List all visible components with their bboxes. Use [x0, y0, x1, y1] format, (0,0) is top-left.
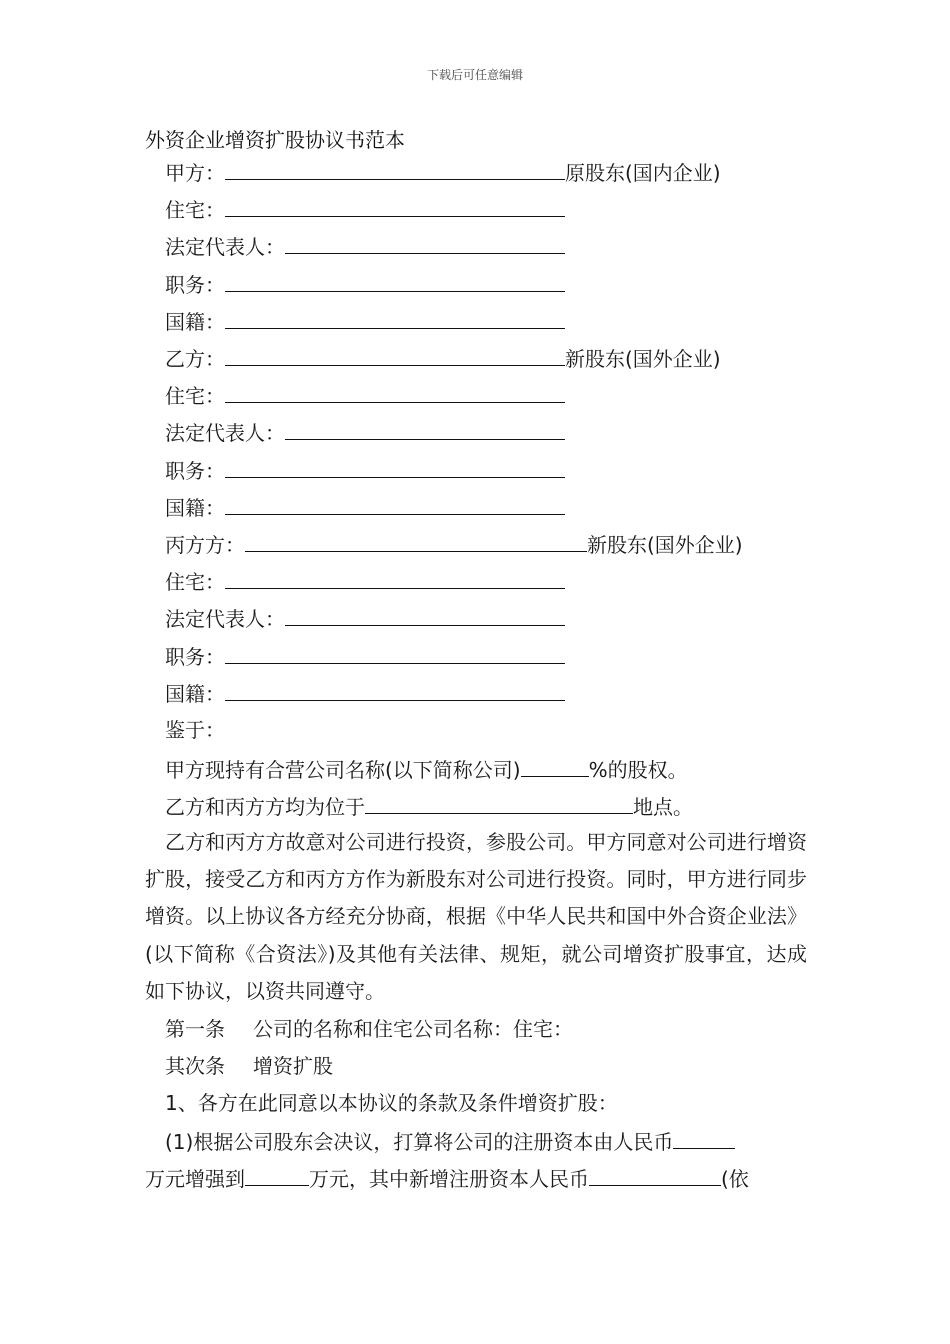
article-2 — [165, 1052, 333, 1080]
item-1: 1、各方在此同意以本协议的条款及条件增资扩股： — [165, 1091, 618, 1115]
new-capital-blank[interactable] — [589, 1163, 721, 1186]
item-1-1-line-2 — [145, 1163, 749, 1193]
item-1-1-text-c: 万元，其中新增注册资本人民币 — [309, 1167, 589, 1191]
preamble-paragraph: 乙方和丙方方故意对公司进行投资，参股公司。甲方同意对公司进行增资扩股，接受乙方和丙方方作为新股东对公司进行投资。同时，甲方进行同步增资。以上协议各方经充分协商，根据《中华人民共和国中外合资企业法》(以下简称《合资法》)及其他有关法律、规矩，就公司增资扩股事宜，达成如下协议，以资共同遵守。 — [145, 830, 807, 1003]
party-field-row — [165, 678, 565, 708]
party-field-label: 国籍： — [165, 495, 225, 520]
item-1-1-text-d: (依 — [721, 1167, 749, 1191]
capital-to-blank[interactable] — [245, 1163, 309, 1186]
stake-line — [165, 754, 688, 784]
party-field-blank[interactable] — [225, 306, 565, 329]
party-field-row — [165, 529, 743, 559]
party-field-row — [165, 157, 721, 187]
party-field-row — [165, 269, 565, 299]
party-field-label: 国籍： — [165, 681, 225, 706]
location-text-before: 乙方和丙方方均为位于 — [165, 795, 365, 819]
article-1 — [165, 1015, 573, 1043]
jianyu-label: 鉴于： — [165, 718, 225, 742]
party-field-blank[interactable] — [245, 529, 587, 552]
article-1-number: 第一条 — [165, 1017, 225, 1041]
party-role-note: 新股东(国外企业) — [587, 533, 743, 557]
article-2-text: 增资扩股 — [253, 1054, 333, 1078]
page-header: 下载后可任意编辑 — [426, 68, 523, 82]
party-field-label: 法定代表人： — [165, 235, 285, 260]
party-field-row — [165, 603, 565, 633]
party-field-label: 住宅： — [165, 198, 225, 223]
location-text-after: 地点。 — [633, 795, 693, 819]
party-field-row — [165, 380, 565, 410]
party-field-blank[interactable] — [225, 492, 565, 515]
party-field-row — [165, 306, 565, 336]
stake-text-before: 甲方现持有合营公司名称(以下简称公司) — [165, 758, 521, 782]
party-field-blank[interactable] — [285, 417, 565, 440]
party-field-label: 乙方： — [165, 347, 225, 371]
article-1-text: 公司的名称和住宅公司名称：住宅： — [253, 1017, 573, 1041]
party-field-blank[interactable] — [225, 455, 565, 478]
party-field-label: 甲方： — [165, 161, 225, 185]
stake-blank[interactable] — [521, 754, 589, 777]
document-title: 外资企业增资扩股协议书范本 — [145, 128, 405, 152]
party-field-blank[interactable] — [225, 343, 565, 366]
item-1-1-text-a: (1)根据公司股东会决议，打算将公司的注册资本由人民币 — [165, 1130, 674, 1154]
party-field-blank[interactable] — [285, 231, 565, 254]
item-1-1-line-1 — [165, 1126, 735, 1156]
party-field-blank[interactable] — [225, 566, 565, 589]
party-field-row — [165, 566, 565, 596]
party-field-row — [165, 343, 721, 373]
party-field-row — [165, 455, 565, 485]
party-field-blank[interactable] — [225, 641, 565, 664]
party-field-label: 法定代表人： — [165, 607, 285, 632]
party-field-label: 国籍： — [165, 309, 225, 334]
location-blank[interactable] — [365, 791, 633, 814]
party-field-row — [165, 641, 565, 671]
party-field-blank[interactable] — [285, 603, 565, 626]
party-field-blank[interactable] — [225, 678, 565, 701]
party-field-blank[interactable] — [225, 269, 565, 292]
party-field-row — [165, 194, 565, 224]
article-2-number: 其次条 — [165, 1054, 225, 1078]
party-field-label: 职务： — [165, 272, 225, 297]
party-role-note: 新股东(国外企业) — [565, 347, 721, 371]
party-field-label: 职务： — [165, 458, 225, 483]
stake-text-after: %的股权。 — [588, 758, 688, 782]
party-field-blank[interactable] — [225, 157, 565, 180]
party-field-row — [165, 417, 565, 447]
party-field-label: 法定代表人： — [165, 421, 285, 446]
party-field-blank[interactable] — [225, 380, 565, 403]
capital-from-blank[interactable] — [673, 1126, 735, 1149]
party-role-note: 原股东(国内企业) — [565, 161, 721, 185]
location-line — [165, 791, 693, 821]
party-field-row — [165, 231, 565, 261]
party-field-label: 住宅： — [165, 384, 225, 409]
item-1-1-text-b: 万元增强到 — [145, 1167, 245, 1191]
party-field-label: 职务： — [165, 644, 225, 669]
party-field-row — [165, 492, 565, 522]
party-field-label: 住宅： — [165, 570, 225, 595]
party-field-blank[interactable] — [225, 194, 565, 217]
party-field-label: 丙方方： — [165, 533, 245, 557]
